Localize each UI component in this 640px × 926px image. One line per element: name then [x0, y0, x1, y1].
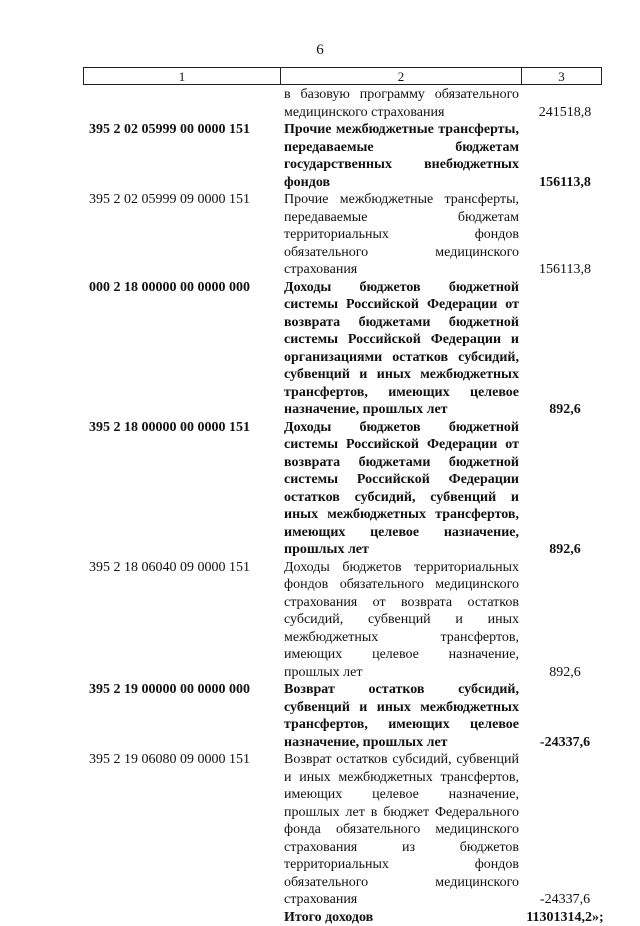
row-amount: 892,6 — [520, 541, 610, 559]
total-amount: 11301314,2»; — [520, 909, 610, 926]
budget-code: 395 2 02 05999 09 0000 151 — [89, 191, 279, 209]
total-label: Итого доходов — [284, 909, 519, 926]
column-header-1: 1 — [84, 68, 281, 85]
table-row — [0, 279, 640, 419]
budget-code: 395 2 19 00000 00 0000 000 — [89, 681, 279, 699]
budget-code: 395 2 18 00000 00 0000 151 — [89, 419, 279, 437]
row-description: Прочие межбюджетные трансферты, передаваемые бюджетам территориальных фондов обязательного медицинского страхования — [284, 191, 519, 279]
page-number: 6 — [0, 41, 640, 59]
row-description: Прочие межбюджетные трансферты, передаваемые бюджетам государственных внебюджетных фондов — [284, 121, 519, 191]
budget-code: 000 2 18 00000 00 0000 000 — [89, 279, 279, 297]
table-row — [0, 121, 640, 191]
table-row — [0, 86, 640, 121]
row-amount: -24337,6 — [520, 891, 610, 909]
budget-code: 395 2 18 06040 09 0000 151 — [89, 559, 279, 577]
column-header-row — [84, 68, 602, 85]
total-row — [0, 909, 640, 926]
row-amount: 241518,8 — [520, 104, 610, 122]
row-description: Возврат остатков субсидий, субвенций и иных межбюджетных трансфертов, имеющих целевое назначение, прошлых лет в бюджет Федерального фонда обязательного медицинского страхования из бюджетов территориальных фондов обязательного медицинского страхования — [284, 751, 519, 909]
row-description: Возврат остатков субсидий, субвенций и иных межбюджетных трансфертов, имеющих целевое назначение, прошлых лет — [284, 681, 519, 751]
budget-code: 395 2 19 06080 09 0000 151 — [89, 751, 279, 769]
budget-code: 395 2 02 05999 00 0000 151 — [89, 121, 279, 139]
table-row — [0, 751, 640, 909]
table-row — [0, 419, 640, 559]
row-description: Доходы бюджетов бюджетной системы Российской Федерации от возврата бюджетами бюджетной системы Российской Федерации и организациями остатков субсидий, субвенций и иных межбюджетных трансфертов, имеющих целевое назначение, прошлых лет — [284, 279, 519, 419]
row-amount: 892,6 — [520, 401, 610, 419]
column-header-3: 3 — [522, 68, 602, 85]
table-row — [0, 559, 640, 682]
revenue-table-body — [0, 86, 640, 926]
table-row — [0, 191, 640, 279]
row-amount: 156113,8 — [520, 174, 610, 192]
row-amount: -24337,6 — [520, 734, 610, 752]
table-row — [0, 681, 640, 751]
row-description: Доходы бюджетов бюджетной системы Российской Федерации от возврата бюджетами бюджетной системы Российской Федерации остатков субсидий, субвенций и иных межбюджетных трансфертов, имеющих целевое назначение, прошлых лет — [284, 419, 519, 559]
row-description: в базовую программу обязательного медицинского страхования — [284, 86, 519, 121]
column-header-table — [83, 67, 602, 85]
row-amount: 892,6 — [520, 664, 610, 682]
row-amount: 156113,8 — [520, 261, 610, 279]
column-header-2: 2 — [281, 68, 522, 85]
row-description: Доходы бюджетов территориальных фондов обязательного медицинского страхования от возврата остатков субсидий, субвенций и иных межбюджетных трансфертов, имеющих целевое назначение, прошлых лет — [284, 559, 519, 682]
